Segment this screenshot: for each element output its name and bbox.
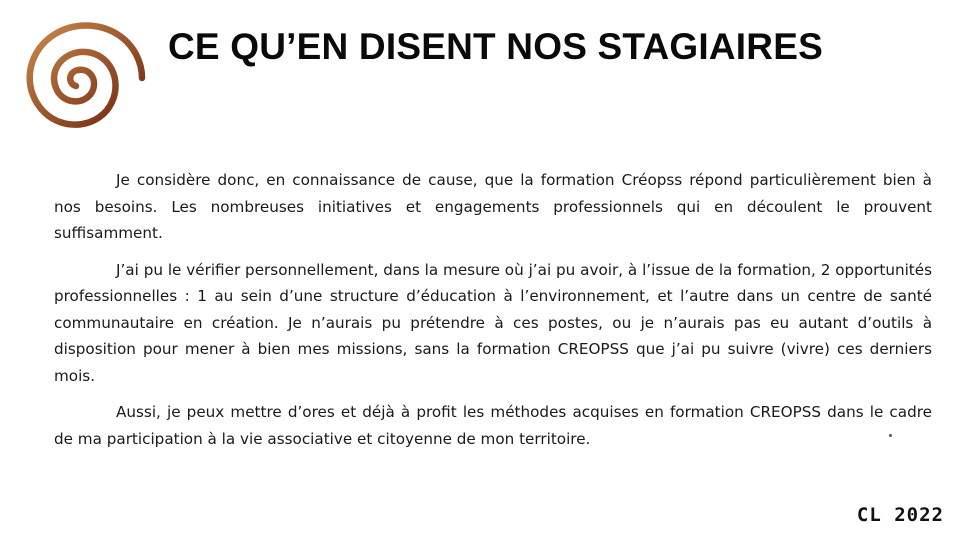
credit-label: CL 2022 [856, 504, 944, 526]
testimonial-quote [54, 167, 932, 462]
stray-dot [889, 434, 892, 437]
quote-paragraph: Aussi, je peux mettre d’ores et déjà à profit les méthodes acquises en formation CREOPSS dans le cadre de ma participation à la vie associative et citoyenne de mon territoire. [54, 403, 932, 448]
quote-paragraph: J’ai pu le vérifier personnellement, dans la mesure où j’ai pu avoir, à l’issue de la formation, 2 opportunités professionnelles : 1 au sein d’une structure d’éducation à l’environnement, et l’autre dans un centre de santé communautaire en création. Je n’aurais pu prétendre à ces postes, ou je n’aurais pas eu autant d’outils à disposition pour mener à bien mes missions, sans la formation CREOPSS que j’ai pu suivre (vivre) ces derniers mois. [54, 260, 932, 385]
page-title: CE QU’EN DISENT NOS STAGIAIRES [168, 26, 823, 67]
spiral-logo-icon [12, 14, 150, 152]
quote-paragraph: Je considère donc, en connaissance de cause, que la formation Créopss répond particulièrement bien à nos besoins. Les nombreuses initiatives et engagements professionnels qui en découlent le prouvent suffisamment. [54, 171, 932, 242]
